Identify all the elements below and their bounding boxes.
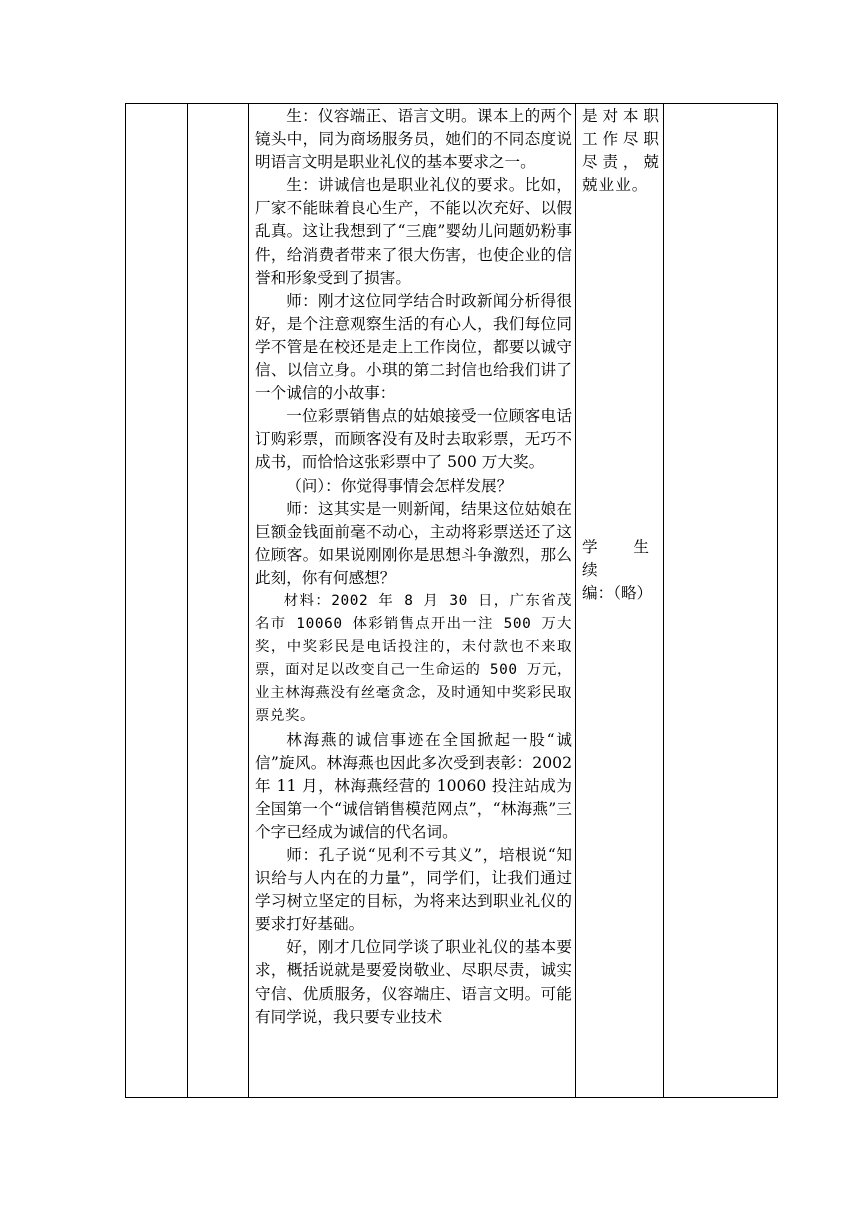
paragraph: 师：这其实是一则新闻，结果这位姑娘在巨额金钱面前毫不动心，主动将彩票送还了这位顾客。如果说刚刚你是思想斗争激烈，那么此刻，你有何感想？	[255, 499, 572, 587]
side-note-line: 学生续	[582, 538, 660, 580]
side-note-line: 编：（略）	[582, 584, 653, 603]
empty-cell-5	[664, 104, 778, 1098]
empty-cell-2	[188, 104, 249, 1098]
paragraph: 生：仪容端正、语言文明。课本上的两个镜头中，同为商场服务员，她们的不同态度说明语言文明是职业礼仪的基本要求之一。	[255, 107, 572, 172]
paragraph: 师：孔子说“见利不亏其义”，培根说“知识给与人内在的力量”，同学们，让我们通过学习树立坚定的目标，为将来达到职业礼仪的要求打好基础。	[255, 846, 572, 934]
paragraph: 林海燕的诚信事迹在全国掀起一股“诚信”旋风。林海燕也因此多次受到表彰：2002 年 11 月，林海燕经营的 10060 投注站成为全国第一个“诚信销售模范网点”，“林海燕”三个字已经成为诚信的代名词。	[255, 730, 572, 841]
lesson-plan-table	[125, 103, 778, 1098]
paragraph: 师：刚才这位同学结合时政新闻分析得很好，是个注意观察生活的有心人，我们每位同学不管是在校还是走上工作岗位，都要以诚守信、以信立身。小琪的第二封信也给我们讲了一个诚信的小故事：	[255, 291, 572, 403]
paragraph: 一位彩票销售点的姑娘接受一位顾客电话订购彩票，而顾客没有及时去取彩票，无巧不成书，而恰恰这张彩票中了 500 万大奖。	[255, 407, 572, 472]
paragraph: 好，刚才几位同学谈了职业礼仪的基本要求，概括说就是要爱岗敬业、尽职尽责，诚实守信、优质服务，仪容端庄、语言文明。可能有同学说，我只要专业技术	[255, 938, 572, 1026]
empty-cell-1	[126, 104, 188, 1098]
side-note-continue	[582, 536, 660, 605]
student-activity-text	[576, 104, 663, 1097]
student-activity-cell	[576, 104, 664, 1098]
table-row	[126, 104, 778, 1098]
material-paragraph: 材料：2002 年 8 月 30 日，广东省茂名市 10060 体彩销售点开出一注 500 万大奖，中奖彩民是电话投注的，未付款也不来取票，面对足以改变自己一生命运的 500 万元，业主林海燕没有丝毫贪念，及时通知中奖彩民取票兑奖。	[255, 592, 572, 725]
side-note: 是对本职工作尽职尽责，兢兢业业。	[582, 107, 660, 195]
paragraph: 生：讲诚信也是职业礼仪的要求。比如，厂家不能昧着良心生产，不能以次充好、以假乱真。这让我想到了“三鹿”婴幼儿问题奶粉事件，给消费者带来了很大伤害，也使企业的信誉和形象受到了损害。	[255, 176, 572, 287]
teaching-process-cell	[249, 104, 576, 1098]
paragraph: （问）：你觉得事情会怎样发展？	[286, 476, 513, 495]
teaching-process-text	[249, 104, 575, 1029]
